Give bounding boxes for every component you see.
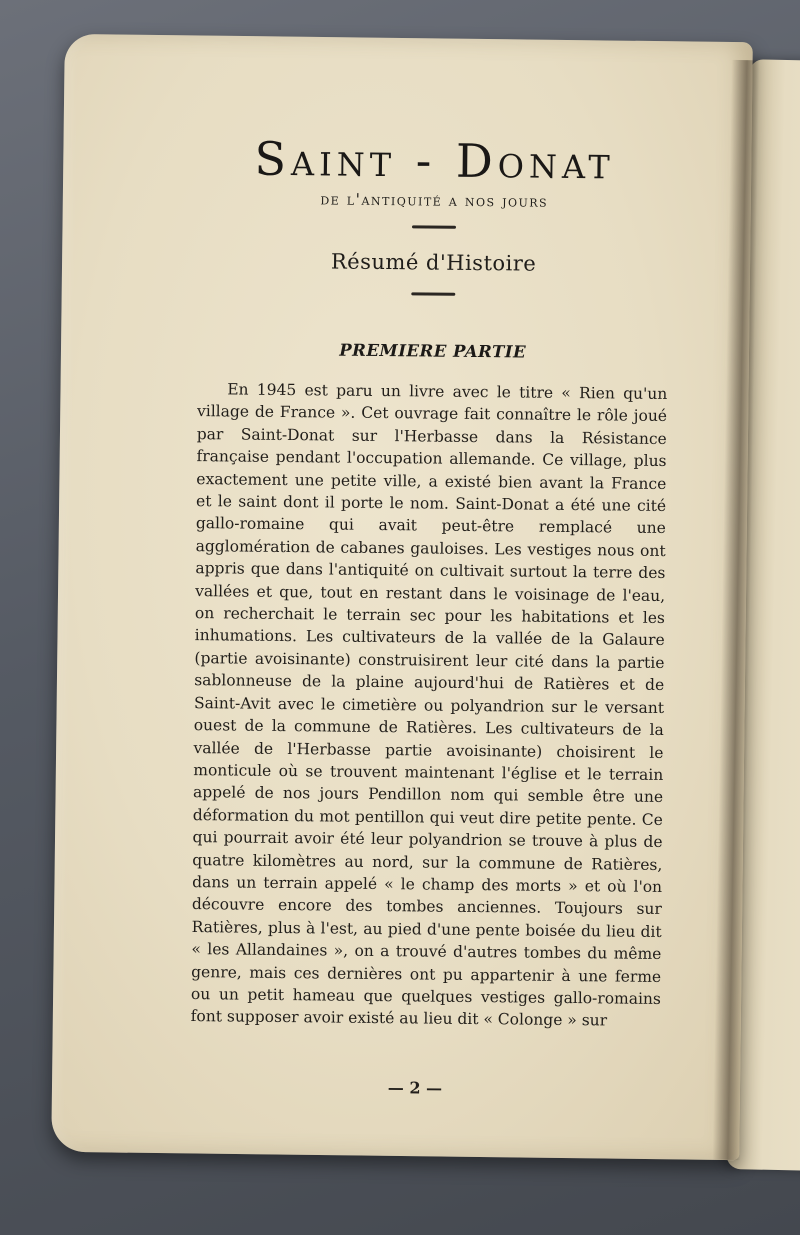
page-content <box>181 130 680 1098</box>
section-heading: Résumé d'Histoire <box>330 249 537 276</box>
divider-rule <box>411 292 455 295</box>
body-text <box>191 378 668 1033</box>
page-number: — 2 — <box>387 1078 443 1098</box>
divider-rule <box>412 225 456 228</box>
part-heading: PREMIERE PARTIE <box>339 340 527 362</box>
paragraph: En 1945 est paru un livre avec le titre « Rien qu'un village de France ». Cet ouvrage fait connaître le rôle joué par Saint-Donat sur l'Herbasse dans la Résistance française pendant l'occupation allemande. Ce village, plus exactement une petite ville, a existé bien avant la France et le saint dont il porte le nom. Saint-Donat a été une cité gallo-romaine qui avait peut-être remplacé une agglomération de cabanes gauloises. Les vestiges nous ont appris que dans l'antiquité on cultivait surtout la terre des vallées et que, tout en restant dans le voisinage de l'eau, on recherchait le terrain sec pour les habitations et les inhumations. Les cultivateurs de la vallée de la Galaure (partie avoisinante) construisirent leur cité dans la partie sablonneuse de la plaine aujourd'hui de Ratières et de Saint-Avit avec le cimetière ou polyandrion sur le versant ouest de la commune de Ratières. Les cultivateurs de la vallée de l'Herbasse partie avoisinante) choisirent le monticule où se trouvent maintenant l'église et le terrain appelé de nos jours Pendillon nom qui semble être une déformation du mot pentillon qui veut dire petite pente. Ce qui pourrait avoir été leur polyandrion se trouve à plus de quatre kilomètres au nord, sur la commune de Ratières, dans un terrain appelé « le champ des morts » et où l'on découvre encore des tombes anciennes. Toujours sur Ratières, plus à l'est, au pied d'une pente boisée du lieu dit « les Allandaines », on a trouvé d'autres tombes du même genre, mais ces dernières ont pu appartenir à une ferme ou un petit hameau que quelques vestiges gallo-romains font supposer avoir existé au lieu dit « Colonge » sur <box>190 380 668 1030</box>
page-subtitle: de l'antiquité a nos jours <box>320 189 549 211</box>
page-title: Saint - Donat <box>254 131 616 190</box>
